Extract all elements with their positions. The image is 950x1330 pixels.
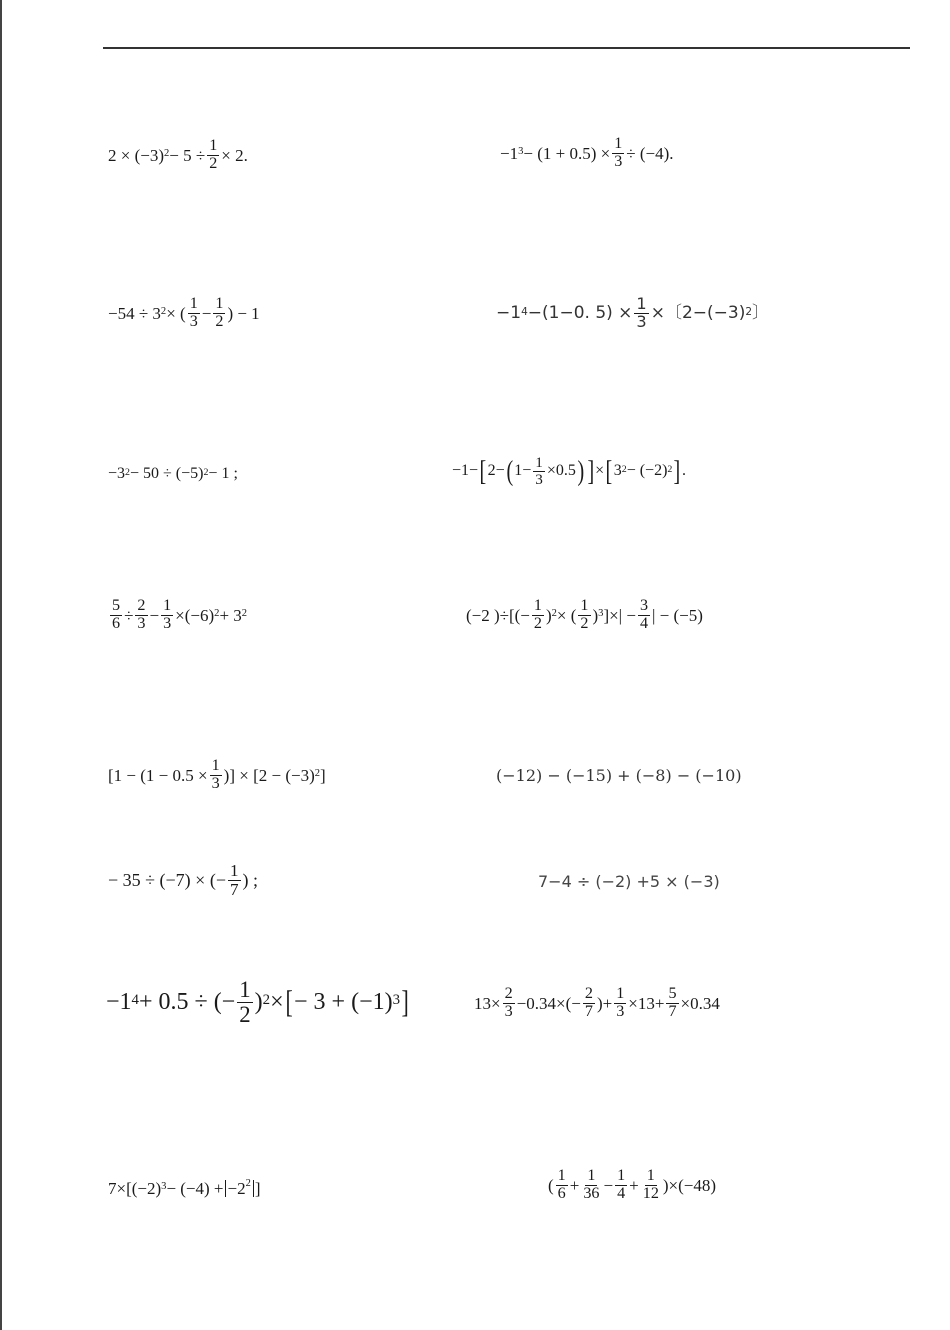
denominator: 3: [189, 312, 198, 330]
denominator: 36: [583, 1184, 600, 1202]
expr-text: −0.34×(−: [516, 993, 581, 1013]
numerator: 1: [533, 597, 542, 614]
problem-11: [108, 862, 258, 899]
problem-8: (−2 )÷[(− $\frac{1}{2}$ ) $^2$ × ( $\frac{1}{2}$ ) $^3$ ]×| − $\frac{3}{4}$ | − (−5): [466, 597, 703, 632]
numerator: 1: [215, 295, 224, 312]
numerator: 5: [668, 985, 677, 1002]
fraction: [581, 1168, 601, 1203]
expr-text: 2 × (−3): [108, 145, 164, 165]
numerator: 1: [163, 597, 172, 614]
absolute-value: [225, 1177, 254, 1198]
expr-text: ×13+: [628, 993, 665, 1013]
problem-14: [474, 986, 720, 1021]
fraction: [135, 598, 147, 633]
expr-text: 1−: [514, 462, 532, 480]
expr-text: −2: [227, 1179, 246, 1198]
fraction: [578, 598, 590, 633]
expr-text: + 0.5 ÷ (−: [138, 989, 236, 1016]
problem-7: $\frac{5}{6}$ ÷ $\frac{2}{3}$ − $\frac{1}{3}$ ×(−6) $^2$ + 3 $^2$: [112, 597, 248, 632]
denominator: 6: [557, 1184, 566, 1202]
numerator: 2: [584, 985, 593, 1002]
expr-text: ): [545, 605, 552, 625]
numerator: 1: [587, 1167, 596, 1184]
numerator: 2: [504, 985, 513, 1002]
numerator: 1: [616, 985, 625, 1002]
expr-text: − 5 ÷: [169, 145, 206, 165]
expr-text: 7−4 ÷ (−2) +5 × (−3): [538, 872, 720, 891]
denominator: 2: [533, 614, 542, 632]
expr-text: 3: [613, 462, 622, 480]
problem-9: [1 − (1 − 0.5 × $\frac{1}{3}$ )] × [2 − (−3) $^2$ ]: [108, 757, 326, 792]
fraction: [634, 296, 648, 331]
problem-4: −1 $^4$ −(1−0. 5) × $\frac{1}{3}$ ×〔2−(−3) $^2$ 〕: [496, 294, 770, 331]
expr-text: − (−4) +: [166, 1179, 224, 1198]
expr-text: − 3 + (−1): [294, 989, 393, 1016]
denominator: 3: [616, 1002, 625, 1020]
problem-2: −1 $^3$ − (1 + 0.5) × $\frac{1}{3}$ ÷ (−4).: [500, 135, 674, 170]
numerator: 1: [239, 977, 251, 1002]
fraction: [188, 296, 200, 331]
expr-text: (−2 )÷[(−: [466, 605, 530, 625]
fraction: [237, 978, 252, 1027]
expr-text: )] × [2 − (−3): [223, 765, 315, 785]
expr-text: × 2.: [221, 145, 248, 165]
numerator: 1: [557, 1167, 566, 1184]
expr-text: ]: [254, 1179, 261, 1198]
fraction: [228, 862, 241, 899]
fraction: [161, 598, 173, 633]
numerator: 1: [636, 294, 647, 313]
numerator: 1: [646, 1167, 655, 1184]
page-left-border: [0, 0, 2, 1330]
expr-text: − (−2): [626, 462, 668, 480]
expr-text: −54 ÷ 3: [108, 303, 161, 323]
expr-text: +: [569, 1175, 580, 1195]
denominator: 2: [580, 614, 589, 632]
numerator: 1: [617, 1167, 626, 1184]
expr-text: 13×: [474, 993, 501, 1013]
expr-text: −1: [496, 302, 522, 323]
expr-text: −: [149, 605, 160, 625]
problem-10: [496, 768, 742, 784]
expr-text: ]×| −: [603, 605, 636, 625]
right-bracket: ]: [586, 454, 594, 487]
denominator: 4: [617, 1184, 626, 1202]
expr-text: −3: [108, 465, 126, 482]
expr-text: ÷ (−4).: [626, 143, 674, 163]
expr-text: ]: [320, 765, 326, 785]
expr-text: − 50 ÷ (−5): [129, 465, 204, 482]
problem-6: −1− [ 2− ( 1− $\frac{1}{3}$ ×0.5 ) ] × [ 3 $^2$ − (−2) $^2$ ] .: [452, 454, 686, 488]
expr-text: ×0.5: [546, 462, 576, 480]
expr-text: ÷: [124, 605, 134, 625]
expr-text: 〕: [752, 302, 770, 323]
expr-text: ) ;: [242, 870, 259, 891]
denominator: 2: [239, 1001, 251, 1027]
numerator: 1: [209, 137, 218, 154]
expr-text: (: [548, 1175, 554, 1195]
denominator: 12: [642, 1184, 659, 1202]
expr-text: +: [629, 1175, 639, 1195]
fraction: [110, 598, 122, 633]
fraction: [666, 986, 678, 1021]
denominator: 7: [229, 879, 239, 899]
expr-text: × (: [556, 605, 577, 625]
denominator: 6: [112, 614, 121, 632]
denominator: 2: [209, 154, 218, 172]
expr-text: .: [681, 462, 686, 480]
denominator: 7: [584, 1002, 593, 1020]
fraction: [503, 986, 515, 1021]
problem-5: −3 $^2$ − 50 ÷ (−5) $^2$ − 1 ;: [108, 465, 238, 482]
fraction: [213, 296, 225, 331]
right-paren: ): [577, 454, 585, 487]
expr-text: ) − 1: [227, 303, 260, 323]
problem-16: [548, 1168, 716, 1203]
numerator: 1: [211, 757, 220, 774]
fraction: [641, 1168, 661, 1203]
expr-text: −1: [106, 989, 132, 1016]
denominator: 3: [211, 774, 220, 792]
numerator: 2: [137, 597, 146, 614]
expr-text: ): [592, 605, 599, 625]
left-bracket: [: [479, 454, 487, 487]
expr-text: −1: [500, 143, 519, 163]
fraction: [556, 1168, 568, 1203]
expr-text: −: [603, 1175, 614, 1195]
denominator: 3: [137, 614, 146, 632]
expr-text: −: [201, 303, 212, 323]
denominator: 3: [163, 614, 172, 632]
problem-12: [538, 874, 720, 890]
expr-text: − (1 + 0.5) ×: [523, 143, 611, 163]
denominator: 2: [215, 312, 224, 330]
fraction: [532, 598, 544, 633]
expr-text: − 1 ;: [208, 465, 238, 482]
fraction: [614, 986, 626, 1021]
fraction: [210, 758, 222, 793]
numerator: 1: [614, 135, 623, 152]
fraction: [612, 136, 624, 171]
fraction: [615, 1168, 627, 1203]
problem-13: −1 $^4$ + 0.5 ÷ (− $\frac{1}{2}$ ) $^2$ × [ − 3 + (−1) $^3$ ]: [106, 977, 409, 1027]
expr-text: )×(−48): [662, 1175, 717, 1195]
expr-text: (−12) − (−15) + (−8) − (−10): [496, 766, 742, 785]
numerator: 5: [112, 597, 121, 614]
problem-3: −54 ÷ 3 $^2$ × ( $\frac{1}{3}$ − $\frac{1}{2}$ ) − 1: [108, 295, 260, 330]
expr-text: ×(−6): [175, 605, 215, 625]
fraction: [207, 138, 219, 173]
numerator: 1: [229, 861, 239, 880]
expr-text: −1−: [452, 462, 479, 480]
expr-text: )+: [596, 993, 613, 1013]
numerator: 3: [639, 597, 649, 614]
right-bracket: ]: [673, 454, 681, 487]
expr-text: × (: [166, 303, 186, 323]
left-bracket: [: [285, 983, 293, 1019]
denominator: 3: [504, 1002, 513, 1020]
denominator: 3: [614, 152, 623, 170]
numerator: 1: [189, 295, 198, 312]
expr-text: + 3: [219, 605, 242, 625]
left-paren: (: [506, 454, 513, 487]
problem-1: 2 × (−3) $^2$ − 5 ÷ $\frac{1}{2}$ × 2.: [108, 137, 248, 172]
expr-text: ×: [270, 989, 284, 1016]
fraction: [638, 598, 650, 633]
left-bracket: [: [605, 454, 613, 487]
denominator: 7: [668, 1002, 677, 1020]
expr-text: [1 − (1 − 0.5 ×: [108, 765, 208, 785]
numerator: 1: [535, 454, 543, 471]
expr-text: ×: [595, 462, 605, 480]
numerator: 1: [580, 597, 589, 614]
denominator: 4: [639, 614, 649, 632]
exponent: 2: [245, 1177, 251, 1189]
expr-text: 2−: [487, 462, 505, 480]
expr-text: − 35 ÷ (−7) × (−: [108, 870, 226, 891]
right-bracket: ]: [401, 983, 409, 1019]
denominator: 3: [636, 311, 647, 331]
fraction: [533, 455, 545, 488]
expr-text: 7×[(−2): [108, 1179, 162, 1198]
expr-text: −(1−0. 5) ×: [527, 302, 633, 323]
fraction: [583, 986, 595, 1021]
problem-15: 7×[(−2) $^3$ − (−4) + $-2^2$ ]: [108, 1177, 261, 1198]
expr-text: ×0.34: [680, 993, 720, 1013]
expr-text: | − (−5): [652, 605, 703, 625]
expr-text: ): [254, 989, 263, 1016]
denominator: 3: [535, 470, 543, 488]
expr-text: ×〔2−(−3): [650, 302, 746, 323]
header-rule: [103, 47, 910, 49]
